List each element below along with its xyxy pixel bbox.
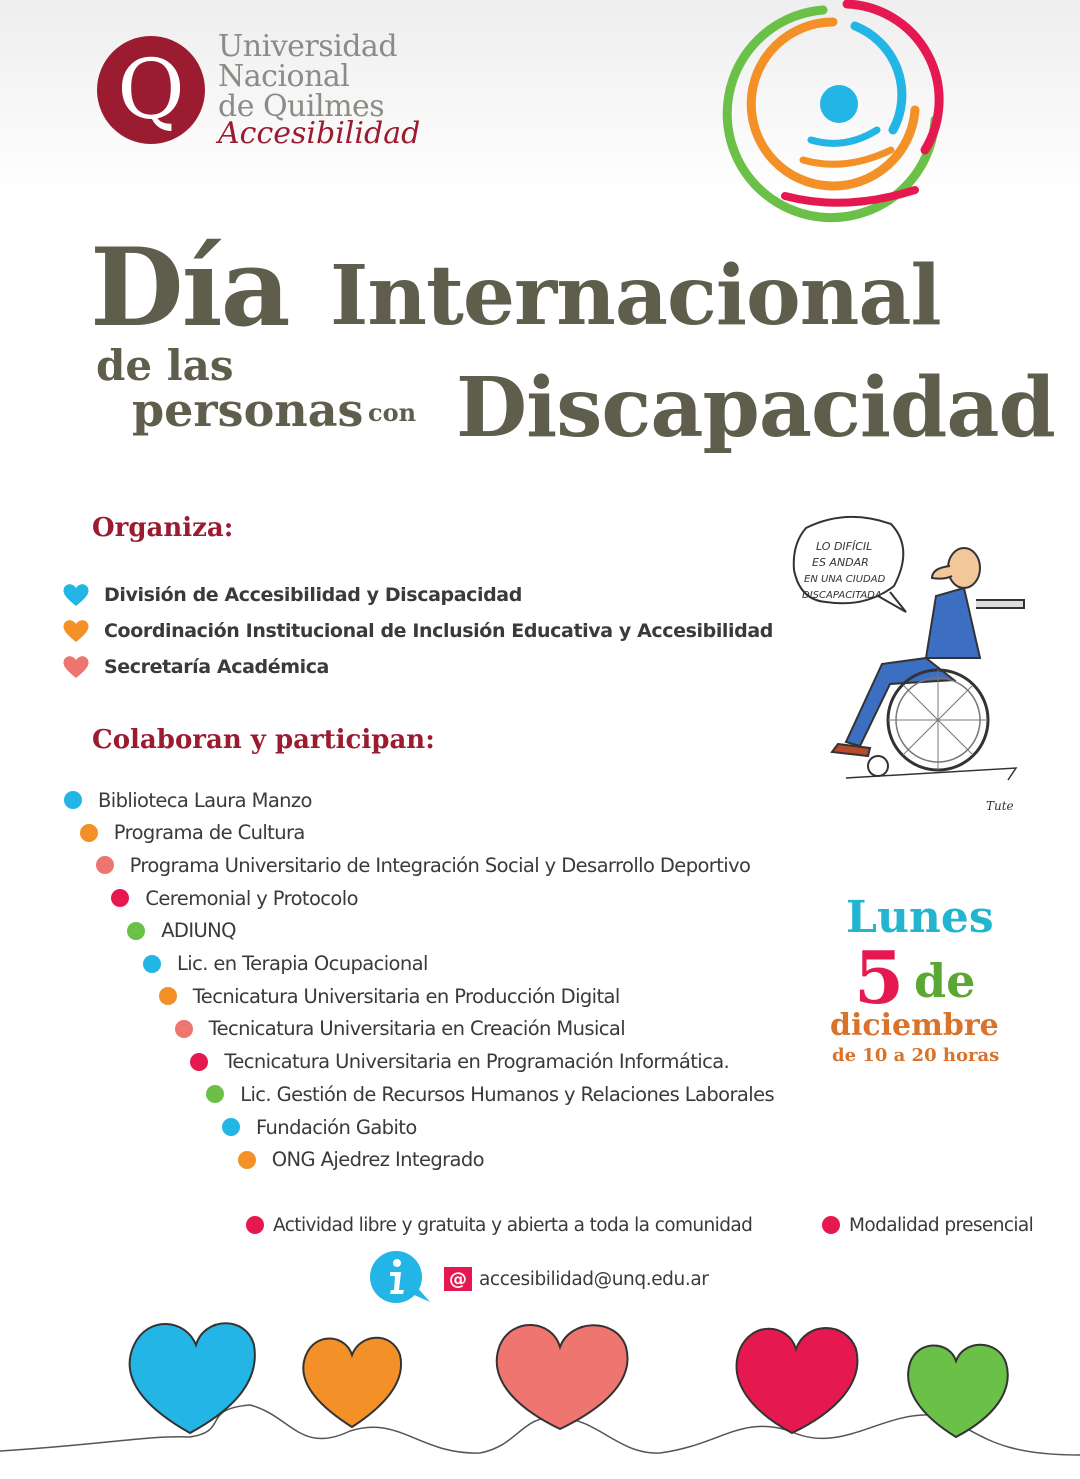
title-dia: Día [90,225,289,351]
colaboran-item-label: Biblioteca Laura Manzo [98,788,312,812]
heart-icon [62,582,90,608]
colaboran-item-label: ADIUNQ [161,919,236,943]
organiza-item-label: Coordinación Institucional de Inclusión Educativa y Accesibilidad [104,620,773,642]
date-day: 5 [854,935,905,1020]
colaboran-item-label: Lic. Gestión de Recursos Humanos y Relaciones Laborales [240,1082,775,1106]
date-weekday: Lunes [846,892,994,943]
title-personas: personas [132,383,364,437]
note-free-activity-text: Actividad libre y gratuita y abierta a toda la comunidad [273,1214,753,1236]
logo-line-3: de Quilmes [218,89,385,124]
colaboran-item [222,1112,417,1142]
colaboran-item [238,1145,484,1175]
speech-line-1: LO DIFÍCIL [816,540,873,553]
bullet-dot [80,824,98,842]
bullet-dot [111,889,129,907]
hearts-decoration [0,1305,1080,1479]
title-con: con [368,398,417,427]
colaboran-item [64,785,312,815]
bullet-dot [206,1085,224,1103]
bullet-dot [175,1020,193,1038]
unq-logo-mark [96,34,206,150]
email-at-icon: @ [444,1267,472,1291]
note-modality [822,1211,1033,1239]
colaboran-item-label: Fundación Gabito [256,1115,417,1139]
speech-line-3: EN UNA CIUDAD [804,574,886,585]
colaboran-item [111,883,358,913]
colaboran-item-label: Tecnicatura Universitaria en Creación Musical [208,1017,626,1041]
accessibility-emblem-icon [715,0,955,232]
colaboran-heading: Colaboran y participan: [92,725,435,755]
date-month: diciembre [830,1008,999,1043]
date-de: de [914,954,976,1008]
colaboran-item [96,850,751,880]
bullet-dot [64,791,82,809]
organiza-item [62,652,329,682]
heart-icon [62,618,90,644]
logo-line-1: Universidad [218,29,398,64]
colaboran-item [80,818,305,848]
bullet-dot [222,1118,240,1136]
speech-line-4: DISCAPACITADA [802,590,882,601]
bullet-dot [127,922,145,940]
note-modality-text: Modalidad presencial [849,1214,1034,1236]
colaboran-item-label: Tecnicatura Universitaria en Producción Digital [192,984,620,1008]
organiza-item [62,616,773,646]
date-hours: de 10 a 20 horas [832,1045,1000,1066]
colaboran-item-label: Lic. en Terapia Ocupacional [177,952,428,975]
logo-line-2: Nacional [218,59,350,94]
colaboran-item [127,916,236,946]
title-de-las: de las [96,341,234,390]
logo-department: Accesibilidad [218,116,421,151]
colaboran-item [143,949,428,979]
bullet-dot [96,856,114,874]
speech-line-2: ES ANDAR [812,556,869,569]
cartoon-signature: Tute [986,799,1014,813]
colaboran-item-label: Ceremonial y Protocolo [145,886,358,910]
colaboran-item [190,1047,729,1077]
email-contact[interactable] [444,1264,708,1294]
colaboran-item [206,1079,774,1109]
info-icon [368,1250,434,1304]
organiza-heading: Organiza: [92,513,234,543]
colaboran-item [175,1014,625,1044]
bullet-dot [143,955,161,973]
bullet-dot [246,1216,264,1234]
colaboran-item [159,981,620,1011]
email-address[interactable]: accesibilidad@unq.edu.ar [479,1268,709,1290]
colaboran-item-label: Tecnicatura Universitaria en Programación Informática. [224,1050,730,1074]
wheelchair-cartoon [786,508,1046,818]
bullet-dot [190,1053,208,1071]
bullet-dot [238,1151,256,1169]
colaboran-item-label: Programa Universitario de Integración Social y Desarrollo Deportivo [129,853,751,877]
organiza-item [62,580,522,610]
logo-letter: Q [117,43,185,138]
note-free-activity [246,1211,752,1239]
bullet-dot [822,1216,840,1234]
colaboran-item-label: Programa de Cultura [113,821,305,845]
heart-icon [62,654,90,680]
colaboran-item-label: ONG Ajedrez Integrado [271,1148,484,1172]
organiza-item-label: División de Accesibilidad y Discapacidad [104,584,522,606]
title-discapacidad: Discapacidad [456,360,1055,456]
title-internacional: Internacional [330,248,941,344]
organiza-item-label: Secretaría Académica [104,656,329,678]
bullet-dot [159,987,177,1005]
